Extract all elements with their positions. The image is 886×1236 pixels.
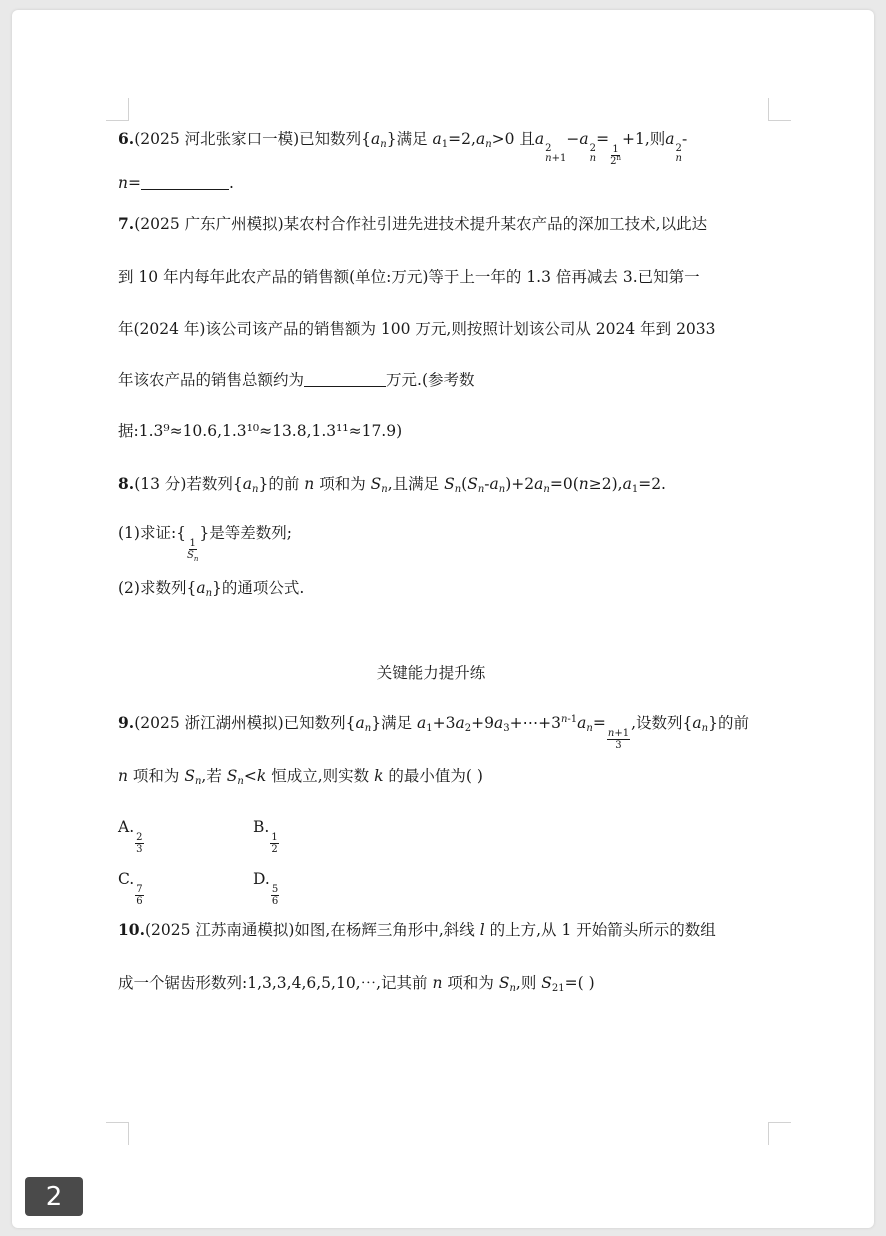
question-source: (2025 河北张家口一模) [134,130,300,148]
option-b[interactable]: B. $\frac{1}{2}$ [253,818,278,855]
answer-blank[interactable] [141,173,229,190]
question-7-line-3: 年(2024 年)该公司该产品的销售额为 100 万元,则按照计划该公司从 2024 年到 2033 [118,320,716,338]
question-9-line-1: 9.(2025 浙江湖州模拟)已知数列$\{a_n\}$满足 $a_1+3a_2+9a_3+\cdots+3^{n-1}a_n=$ $\frac{n+1}{3}$ ,设数列$\{a_n\}$的前 [118,713,749,751]
question-number: 9. [118,713,135,732]
crop-mark [106,98,129,121]
question-number: 7. [118,214,135,233]
crop-mark [768,1122,791,1145]
fraction: $\frac{n+1}{3}$ [607,728,630,751]
question-7-line-1: 7.(2025 广东广州模拟)某农村合作社引进先进技术提升某农产品的深加工技术,以此达 [118,214,708,233]
answer-blank[interactable] [304,370,386,387]
page-number-badge: 2 [25,1177,83,1216]
crop-mark [768,98,791,121]
question-6-line-2: n= . [118,174,234,192]
question-8-part-2: (2)求数列$\{a_n\}$的通项公式. [118,579,305,599]
question-8-part-1: (1)求证:{ $\frac{1}{S_n}$ }是等差数列; [118,524,293,563]
option-a[interactable]: A. $\frac{2}{3}$ [118,818,143,855]
question-9-line-2: n 项和为 $S_n$,若 $S_n<k$ 恒成立,则实数 k 的最小值为( ) [118,767,483,787]
question-number: 8. [118,474,135,493]
section-title: 关键能力提升练 [376,664,486,682]
fraction: $\frac{1}{S_n}$ [187,538,199,563]
question-7-line-2: 到 10 年内每年此农产品的销售额(单位:万元)等于上一年的 1.3 倍再减去 3.已知第一 [118,268,700,286]
question-10-line-1: 10.(2025 江苏南通模拟)如图,在杨辉三角形中,斜线 l 的上方,从 1 开始箭头所示的数组 [118,920,716,939]
fraction: $\frac{1}{2^n}$ [610,144,621,167]
question-6-line-1: 6.(2025 河北张家口一模)已知数列$\{a_n\}$满足 $a_1=2,a_n>0$ 且a 2 n+1 −a 2 n = $\frac{1}{2^n}$ +1,则a 2 n - [118,129,688,167]
crop-mark [106,1122,129,1145]
question-10-line-2: 成一个锯齿形数列:1,3,3,4,6,5,10,⋯,记其前 n 项和为 $S_n$,则 $S_{21}=$( ) [118,974,595,994]
question-7-line-4: 年该农产品的销售总额约为 万元.(参考数 [118,371,475,389]
option-c[interactable]: C. $\frac{7}{6}$ [118,870,143,907]
question-number: 10. [118,920,145,939]
question-8-line-1: 8.(13 分)若数列$\{a_n\}$的前 n 项和为 $S_n$,且满足 $S_n(S_n-a_n)+2a_n=0(n\ge 2),a_1=2$. [118,474,666,495]
question-number: 6. [118,129,135,148]
option-d[interactable]: D. $\frac{5}{6}$ [253,870,279,907]
question-7-line-5: 据:1.3⁹≈10.6,1.3¹⁰≈13.8,1.3¹¹≈17.9) [118,422,403,440]
